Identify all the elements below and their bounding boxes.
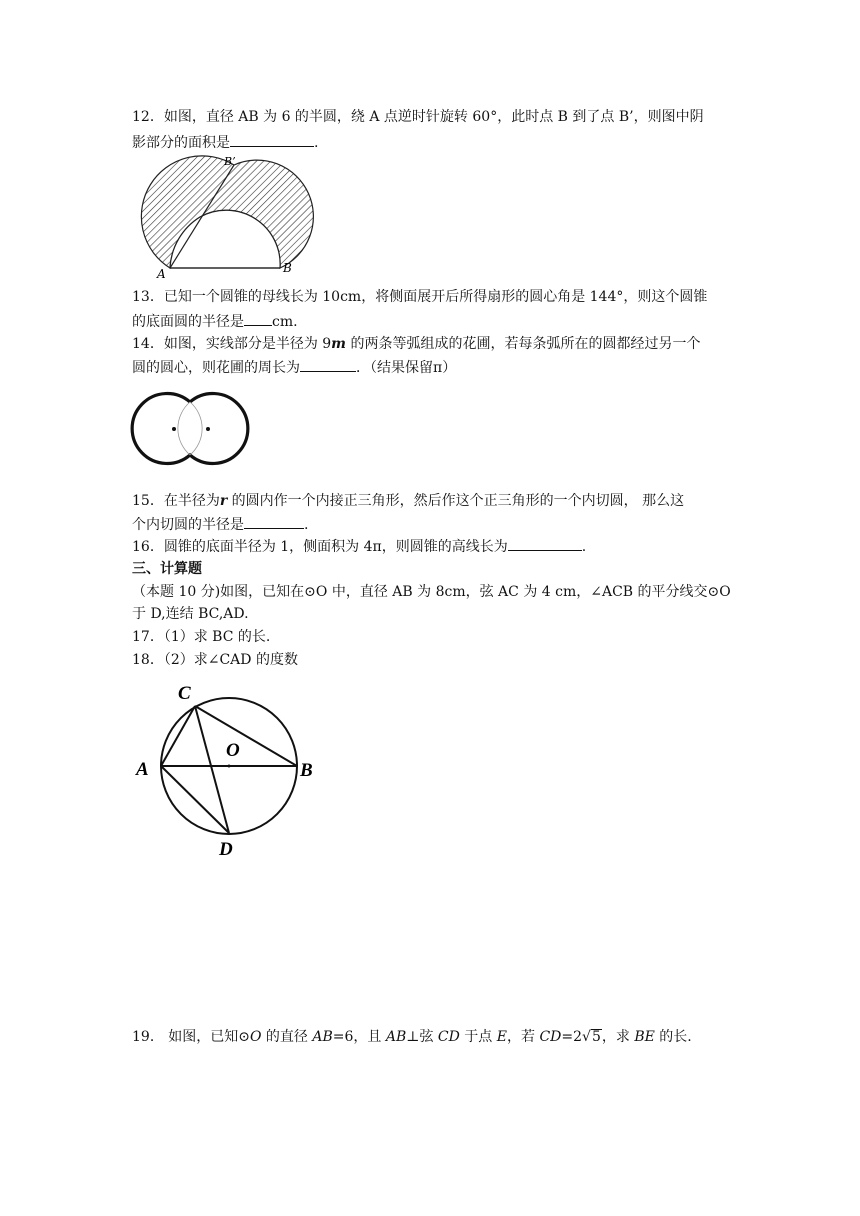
q12-line2: 影部分的面积是 .	[132, 132, 318, 153]
answer-blank	[230, 132, 314, 147]
sqrt-sign: √	[582, 1029, 591, 1045]
label-b: B	[300, 760, 313, 781]
center-right	[206, 427, 210, 431]
problem-line1: （本题 10 分)如图，已知在⊙O 中，直径 AB 为 8cm，弦 AC 为 4 cm，∠ACB 的平分线交⊙O	[132, 584, 731, 600]
label-c: C	[178, 683, 191, 704]
chord-cd	[195, 706, 229, 833]
label-b: B	[283, 261, 292, 275]
q13-line1: 13．已知一个圆锥的母线长为 10cm，将侧面展开后所得扇形的圆心角是 144°，则这个圆锥	[132, 289, 708, 305]
answer-blank	[244, 514, 304, 529]
chord-ac	[161, 706, 195, 766]
chord-ad	[161, 766, 229, 833]
q15-line2: 个内切圆的半径是 .	[132, 514, 308, 535]
label-d: D	[219, 839, 233, 860]
answer-blank	[508, 536, 582, 551]
problem-line2: 于 D,连结 BC,AD.	[132, 606, 249, 622]
answer-blank	[244, 311, 272, 326]
rotated-semicircle-figure	[130, 152, 300, 282]
q14-line2: 圆的圆心，则花圃的周长为 ．（结果保留π）	[132, 357, 456, 378]
label-a: A	[157, 267, 166, 281]
label-o: O	[226, 740, 240, 761]
q14-line1: 14．如图，实线部分是半径为 9m 的两条等弧组成的花圃，若每条弧所在的圆都经过另一个	[132, 336, 701, 352]
q18: 18．（2）求∠CAD 的度数	[132, 652, 298, 668]
q19-line: 19． 如图，已知⊙O 的直径 AB=6，且 AB⊥弦 CD 于点 E，若 CD=2√5，求 BE 的长.	[132, 1029, 692, 1045]
inner-thin-arcs	[178, 402, 202, 455]
chord-cb	[195, 706, 297, 766]
center-point	[228, 765, 231, 768]
outer-arcs	[132, 394, 248, 464]
section-title: 三、计算题	[132, 561, 202, 577]
q15-line1: 15．在半径为r 的圆内作一个内接正三角形，然后作这个正三角形的一个内切圆， 那么这	[132, 493, 685, 509]
label-a: A	[136, 759, 149, 780]
q13-line2: 的底面圆的半径是 cm.	[132, 311, 298, 332]
circle-abcd-figure	[130, 676, 330, 866]
answer-blank	[300, 357, 356, 372]
center-left	[172, 427, 176, 431]
q12-line1: 12．如图，直径 AB 为 6 的半圆，绕 A 点逆时针旋转 60°，此时点 B 到了点 B’，则图中阴	[132, 109, 704, 125]
q17: 17．（1）求 BC 的长.	[132, 629, 271, 645]
q16-line: 16．圆锥的底面半径为 1，侧面积为 4π，则圆锥的高线长为 .	[132, 536, 586, 557]
label-b-prime: B’	[224, 155, 236, 168]
flower-bed-figure	[135, 392, 247, 466]
